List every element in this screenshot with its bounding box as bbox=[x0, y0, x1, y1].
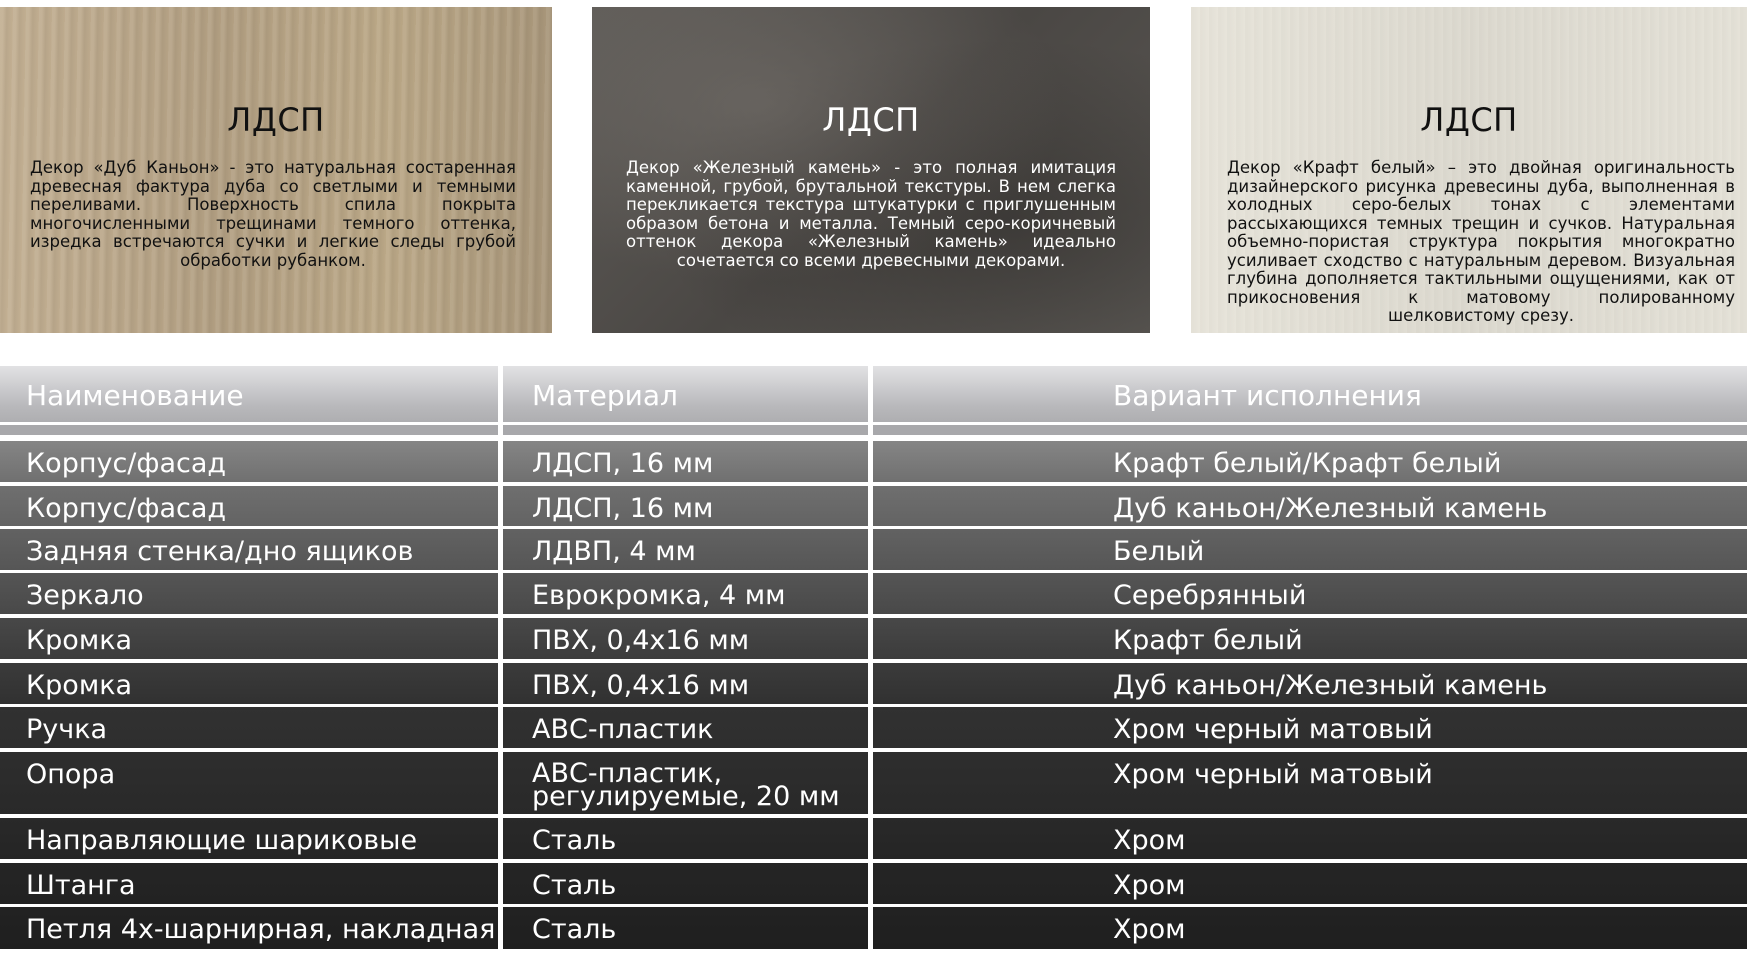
cell-variant: Белый bbox=[873, 529, 1747, 570]
cell-material: ЛДСП, 16 мм bbox=[503, 486, 868, 526]
cell-variant: Хром bbox=[873, 907, 1747, 949]
cell-variant: Хром черный матовый bbox=[873, 752, 1747, 814]
cell-name: Корпус/фасад bbox=[0, 441, 498, 482]
cell-material: АВС-пластик, регулируемые, 20 мм bbox=[503, 752, 868, 814]
swatch-description: Декор «Железный камень» - это полная имитация каменной, грубой, брутальной текстуры. В нем слегка перекликается текстура штукатурки с приглушенным образом бетона и металла. Темный серо-коричневый оттенок декора «Железный камень» идеально сочетается со всеми древесными декорами. bbox=[626, 158, 1116, 270]
cell-variant: Серебрянный bbox=[873, 573, 1747, 614]
spacer-cell bbox=[0, 425, 498, 435]
table-header-row bbox=[0, 366, 1747, 422]
cell-material: ПВХ, 0,4х16 мм bbox=[503, 618, 868, 659]
table-row bbox=[0, 707, 1747, 748]
swatch-description: Декор «Дуб Каньон» - это натуральная состаренная древесная фактура дуба со светлыми и темными переливами. Поверхность спила покрыта многочисленными трещинами темного оттенка, изредка встречаются сучки и легкие следы грубой обработки рубанком. bbox=[30, 158, 516, 270]
cell-material: Еврокромка, 4 мм bbox=[503, 573, 868, 614]
swatch-oak-canyon bbox=[0, 7, 552, 333]
header-cell-material: Материал bbox=[503, 366, 868, 422]
cell-name: Кромка bbox=[0, 663, 498, 704]
cell-name: Штанга bbox=[0, 863, 498, 904]
header-cell-variant: Вариант исполнения bbox=[873, 366, 1747, 422]
table-row bbox=[0, 618, 1747, 659]
table-row bbox=[0, 529, 1747, 570]
swatch-title: ЛДСП bbox=[227, 101, 325, 139]
cell-variant: Крафт белый/Крафт белый bbox=[873, 441, 1747, 482]
cell-variant: Дуб каньон/Железный камень bbox=[873, 486, 1747, 526]
swatch-kraft-white bbox=[1191, 7, 1747, 333]
table-row bbox=[0, 441, 1747, 482]
cell-material: Сталь bbox=[503, 863, 868, 904]
cell-material: АВС-пластик bbox=[503, 707, 868, 748]
cell-variant: Хром bbox=[873, 863, 1747, 904]
table-row bbox=[0, 752, 1747, 814]
cell-name: Зеркало bbox=[0, 573, 498, 614]
cell-name: Ручка bbox=[0, 707, 498, 748]
table-row bbox=[0, 907, 1747, 949]
cell-material: ПВХ, 0,4х16 мм bbox=[503, 663, 868, 704]
swatch-title: ЛДСП bbox=[822, 101, 920, 139]
spacer-cell bbox=[873, 425, 1747, 435]
table-row bbox=[0, 573, 1747, 614]
cell-variant: Дуб каньон/Железный камень bbox=[873, 663, 1747, 704]
cell-material: ЛДСП, 16 мм bbox=[503, 441, 868, 482]
table-row bbox=[0, 818, 1747, 859]
cell-name: Кромка bbox=[0, 618, 498, 659]
cell-material: Сталь bbox=[503, 907, 868, 949]
cell-variant: Крафт белый bbox=[873, 618, 1747, 659]
cell-name: Корпус/фасад bbox=[0, 486, 498, 526]
cell-variant: Хром черный матовый bbox=[873, 707, 1747, 748]
table-spacer-row bbox=[0, 425, 1747, 435]
cell-material: Сталь bbox=[503, 818, 868, 859]
table-row bbox=[0, 863, 1747, 904]
cell-variant: Хром bbox=[873, 818, 1747, 859]
cell-material: ЛДВП, 4 мм bbox=[503, 529, 868, 570]
swatch-description: Декор «Крафт белый» – это двойная оригинальность дизайнерского рисунка древесины дуба, выполненная в холодных серо-белых тонах с элементами рассыхающихся темных трещин и сучков. Натуральная объемно-пористая структура покрытия многократно усиливает сходство с натуральным деревом. Визуальная глубина дополняется тактильными ощущениями, как от прикосновения к матовому полированному шелковистому срезу. bbox=[1227, 158, 1735, 325]
swatch-iron-stone bbox=[592, 7, 1150, 333]
swatch-title: ЛДСП bbox=[1420, 101, 1518, 139]
spacer-cell bbox=[503, 425, 868, 435]
cell-name: Петля 4х-шарнирная, накладная bbox=[0, 907, 498, 949]
table-row bbox=[0, 663, 1747, 704]
table-row bbox=[0, 486, 1747, 526]
cell-name: Задняя стенка/дно ящиков bbox=[0, 529, 498, 570]
cell-name: Опора bbox=[0, 752, 498, 814]
cell-name: Направляющие шариковые bbox=[0, 818, 498, 859]
header-cell-name: Наименование bbox=[0, 366, 498, 422]
materials-table bbox=[0, 366, 1747, 959]
